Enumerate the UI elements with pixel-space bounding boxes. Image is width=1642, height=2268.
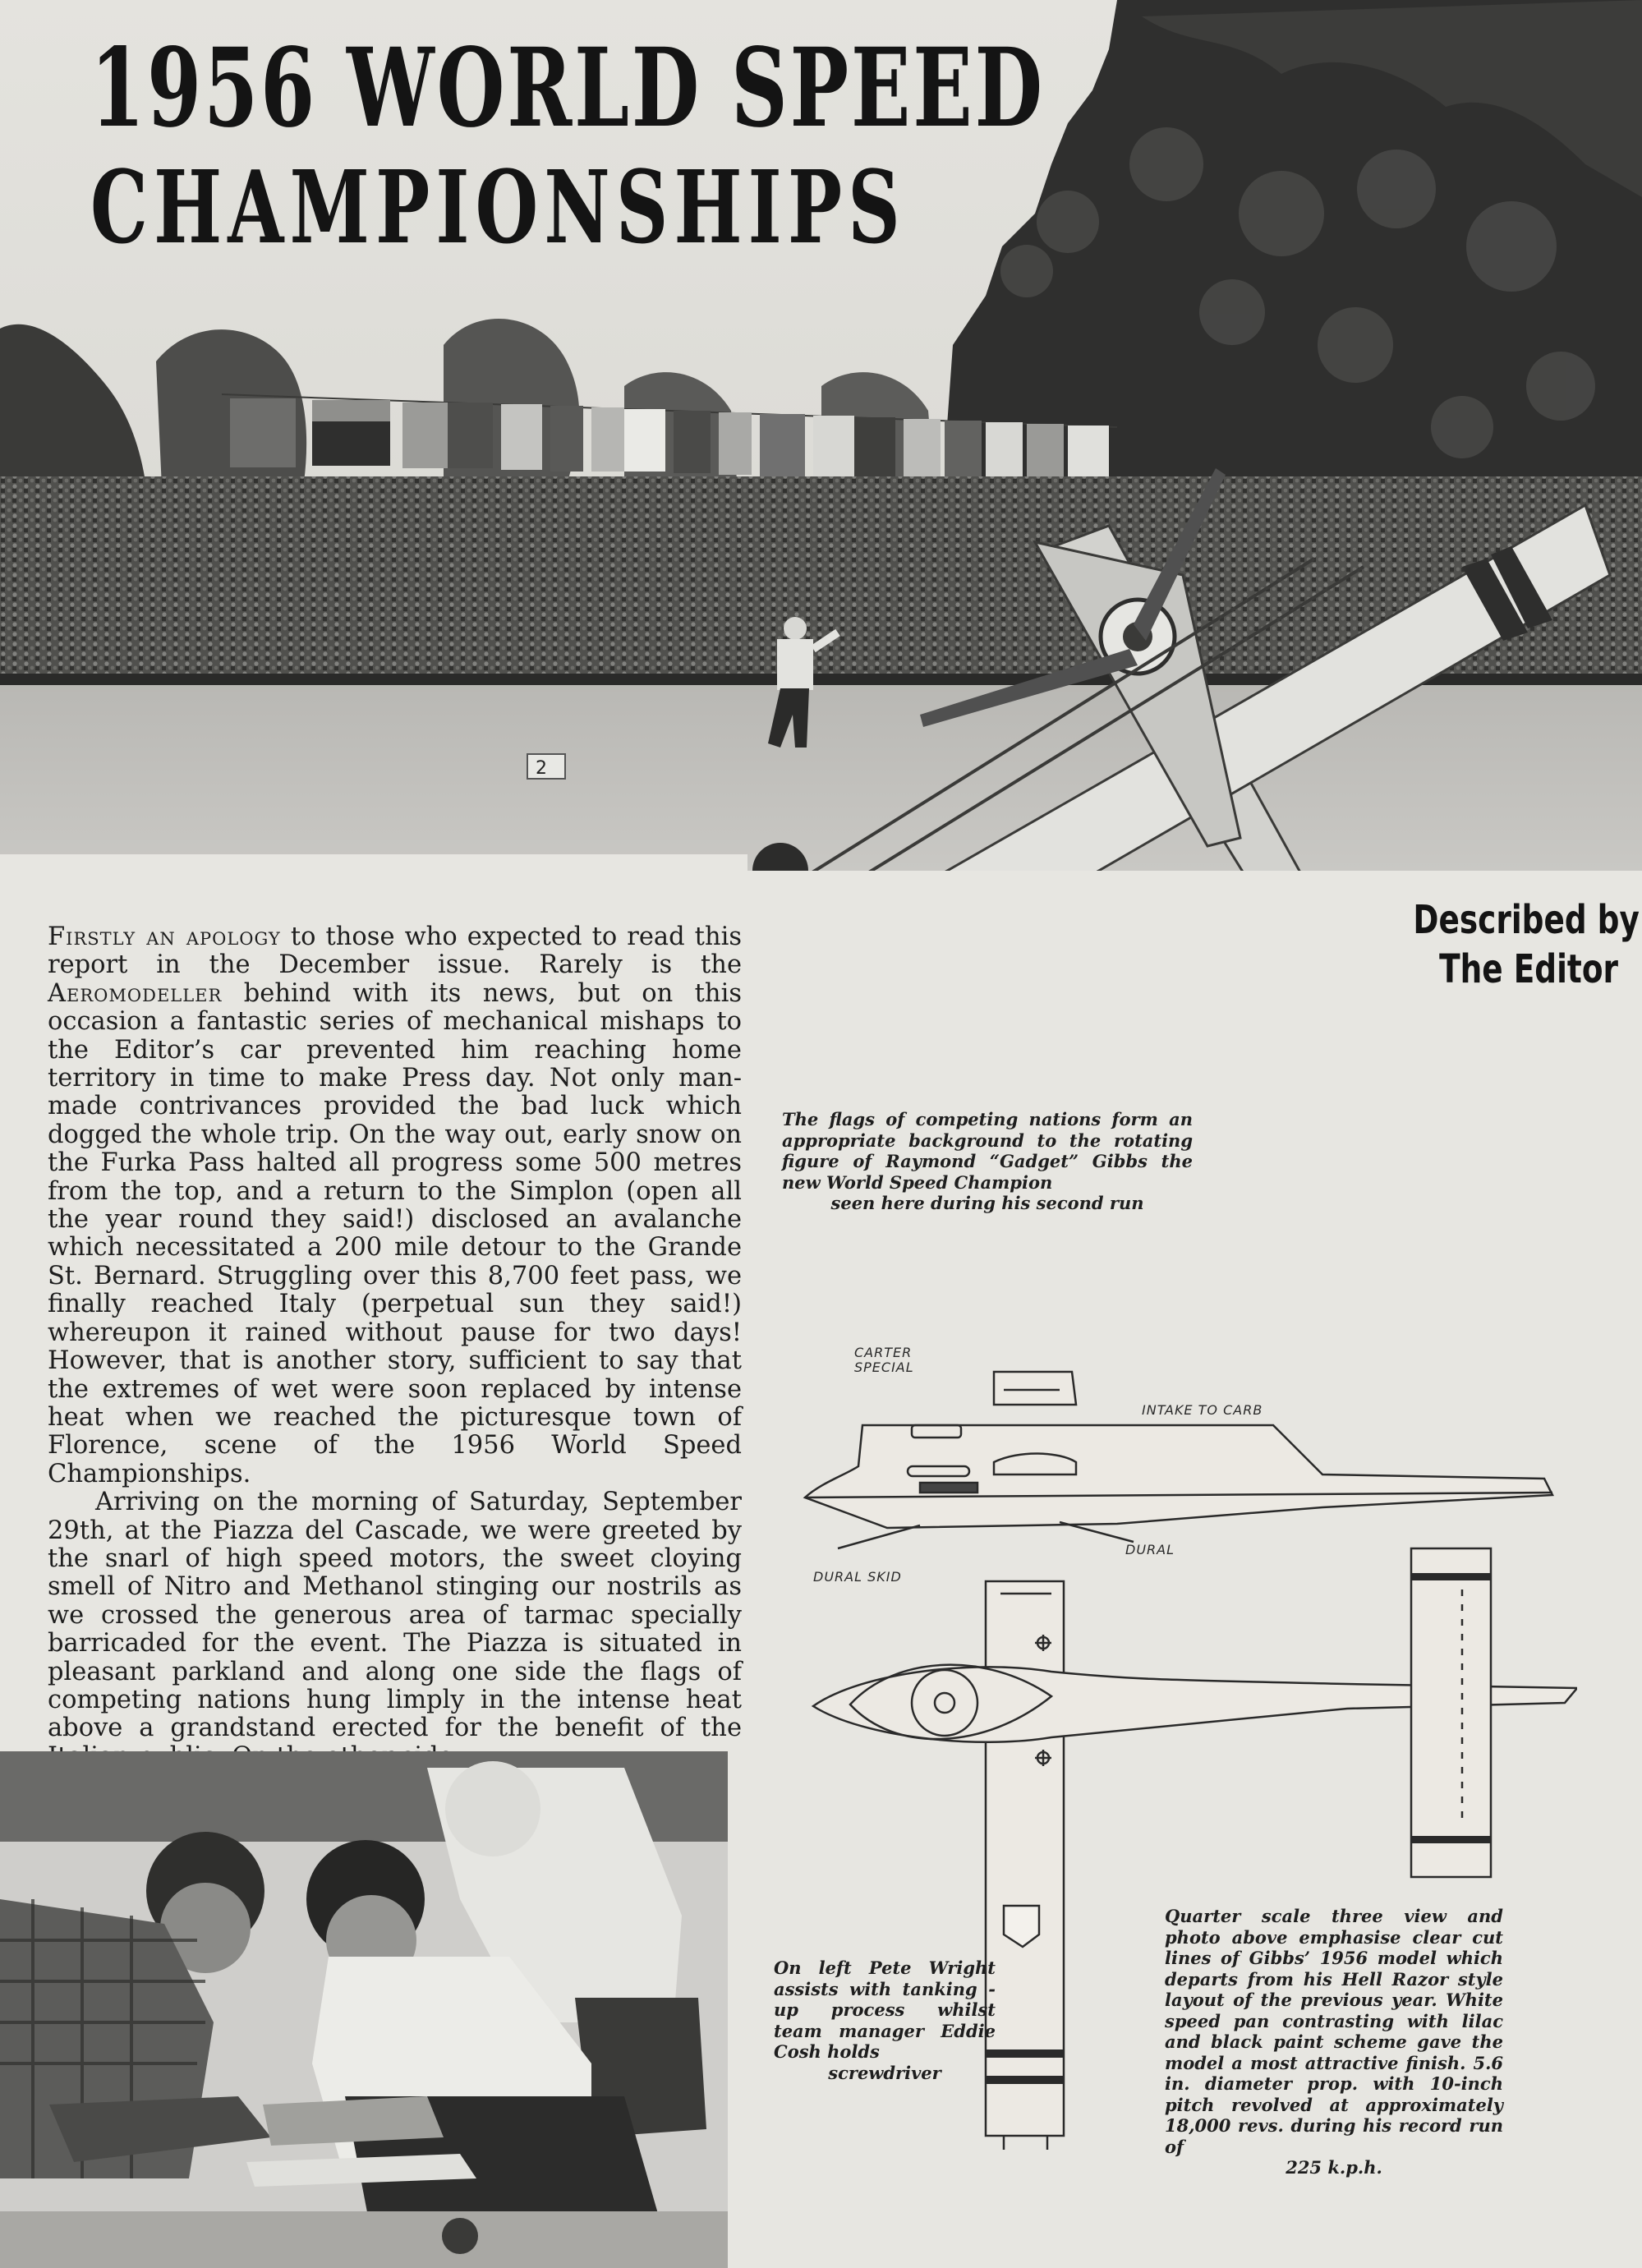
label-carter: CARTER bbox=[854, 1345, 913, 1360]
paragraph-1 bbox=[48, 923, 742, 1488]
caption-drawing-text: Quarter scale three view and photo above emphasise clear cut lines of Gibbs’ 1956 model which departs from his Hell Razor style layout of the previous year. White speed pan contrasting with lilac and black paint scheme gave the model a most attractive finish. 5.6 in. diameter prop. with 10-inch pitch revolved at approximately 18,000 revs. during his record run of bbox=[1165, 1906, 1503, 2157]
pylon-number: 2 bbox=[536, 758, 547, 779]
caption-mechanics-text: On left Pete Wright assists with tanking - up process whilst team manager Eddie Cosh holds bbox=[774, 1957, 996, 2062]
caption-mechanics-last-line: screwdriver bbox=[828, 2062, 941, 2083]
label-dural: DURAL bbox=[1125, 1542, 1175, 1557]
mechanics-photo bbox=[0, 1751, 728, 2268]
article-body bbox=[48, 923, 742, 1771]
label-dural-skid: DURAL SKID bbox=[813, 1569, 902, 1585]
byline bbox=[1413, 895, 1640, 994]
headline-line-1: 1956 WORLD SPEED bbox=[90, 25, 1045, 152]
paragraph-1-text-b: behind with its news, but on this occasion a fantastic series of mechanical mishaps to the Editor’s car prevented him reaching home territory in time to make Press day. Not only man-made contrivances provided the bad luck which dogged the whole trip. On the way out, early snow on the Furka Pass halted all progress some 500 metres from the top, and a return to the Simplon (open all the year round they said!) disclosed an avalanche which necessitated a 200 mile detour to the Grande St. Bernard. Struggling over this 8,700 feet pass, we finally reached Italy (perpetual sun they said!) whereupon it rained without pause for two days! However, that is another story, sufficient to say that the extremes of wet were soon replaced by intense heat when we reached the picturesque town of Florence, scene of the 1956 World Speed Championships. bbox=[48, 978, 742, 1488]
caption-drawing-last-line: 225 k.p.h. bbox=[1286, 2157, 1382, 2178]
magazine-name: Aeromodeller bbox=[48, 978, 223, 1008]
byline-line-1: Described by bbox=[1413, 897, 1640, 943]
caption-mechanics bbox=[774, 1957, 996, 2083]
caption-flags-text: The flags of competing nations form an appropriate background to the rotating figure of Raymond “Gadget” Gibbs the new World Speed Champion bbox=[782, 1109, 1193, 1193]
byline-line-2: The Editor bbox=[1439, 946, 1618, 992]
paragraph-2: Arriving on the morning of Saturday, September 29th, at the Piazza del Cascade, we were greeted by the snarl of high speed motors, the sweet cloying smell of Nitro and Methanol stinging our nostrils as we crossed the generous area of tarmac specially barricaded for the event. The Piazza is situated in pleasant parkland and along one side the flags of competing nations hung limply in the intense heat above a grandstand erected for the benefit of the bbox=[48, 1488, 742, 1743]
headline-line-2: CHAMPIONSHIPS bbox=[90, 148, 906, 266]
paragraph-1-text-a: to those who expected to read this report in the December issue. Rarely is the bbox=[48, 922, 742, 980]
mechanics-photo-art bbox=[0, 1751, 728, 2268]
caption-flags-last-line: seen here during his second run bbox=[830, 1193, 1144, 1213]
lead-in: Firstly an apology bbox=[48, 922, 281, 951]
label-special: SPECIAL bbox=[854, 1359, 914, 1375]
label-intake: INTAKE TO CARB bbox=[1142, 1402, 1263, 1418]
caption-flags bbox=[782, 1109, 1193, 1214]
caption-drawing bbox=[1165, 1906, 1503, 2178]
